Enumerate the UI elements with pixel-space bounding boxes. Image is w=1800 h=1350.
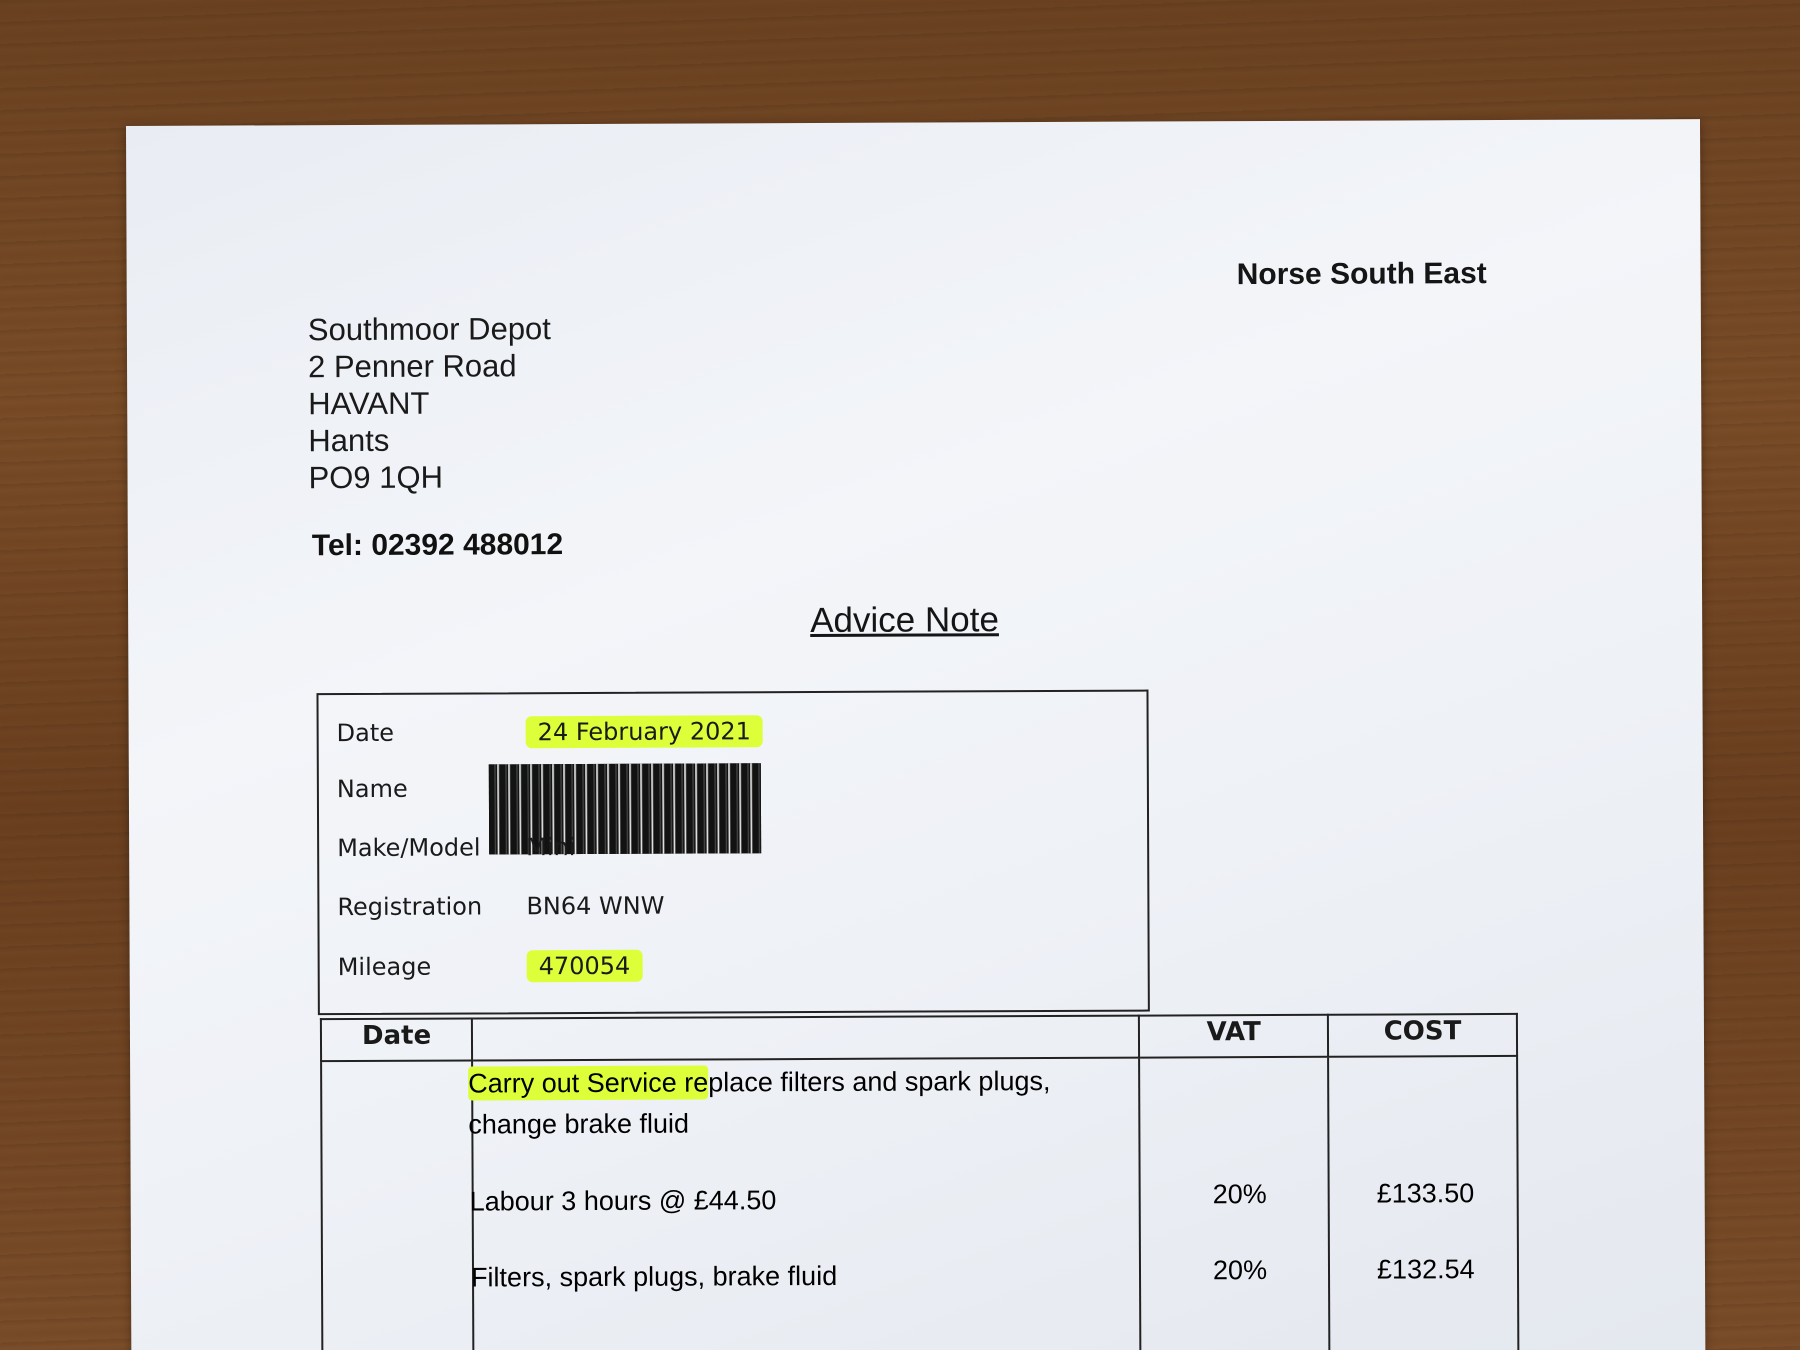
depot-address [308, 310, 552, 496]
service-line-2: change brake fluid [468, 1108, 690, 1140]
make-value: Mini [526, 833, 576, 862]
item-cost: £133.50 [1376, 1178, 1475, 1209]
address-line: Southmoor Depot [307, 311, 551, 348]
service-rest: place filters and spark plugs, [708, 1065, 1051, 1098]
service-line-1 [468, 1066, 1050, 1100]
make-label: Make/Model [337, 833, 481, 863]
header-date: Date [321, 1018, 472, 1061]
mileage-row [338, 950, 643, 983]
work-table [320, 1013, 1520, 1350]
date-label: Date [336, 718, 395, 748]
make-row [337, 833, 575, 862]
date-value: 24 February 2021 [526, 715, 763, 748]
item-description: Labour 3 hours @ £44.50 [469, 1185, 777, 1217]
document-title: Advice Note [810, 600, 999, 641]
name-label: Name [336, 774, 408, 804]
item-vat: 20% [1212, 1179, 1267, 1210]
mileage-value: 470054 [527, 950, 643, 983]
telephone: Tel: 02392 488012 [311, 528, 564, 563]
address-line: Hants [308, 422, 390, 459]
mileage-label: Mileage [337, 952, 432, 982]
registration-label: Registration [337, 892, 483, 922]
item-description: Filters, spark plugs, brake fluid [470, 1260, 838, 1293]
vehicle-details-box [316, 690, 1149, 1016]
advice-note-paper [126, 119, 1706, 1350]
address-line: HAVANT [308, 385, 430, 422]
item-vat: 20% [1212, 1255, 1268, 1286]
table-header-row [321, 1014, 1517, 1061]
registration-row [337, 892, 664, 921]
address-line: PO9 1QH [308, 459, 444, 496]
item-cost: £132.54 [1376, 1254, 1475, 1285]
header-cost: COST [1328, 1014, 1517, 1057]
date-row [337, 715, 763, 749]
name-row [337, 774, 526, 803]
registration-value: BN64 WNW [526, 891, 665, 921]
header-description [472, 1016, 1139, 1061]
cell-date [321, 1060, 474, 1350]
company-name: Norse South East [1236, 257, 1487, 292]
service-highlight: Carry out Service re [468, 1067, 709, 1099]
address-line: 2 Penner Road [307, 348, 517, 385]
header-vat: VAT [1139, 1015, 1328, 1058]
